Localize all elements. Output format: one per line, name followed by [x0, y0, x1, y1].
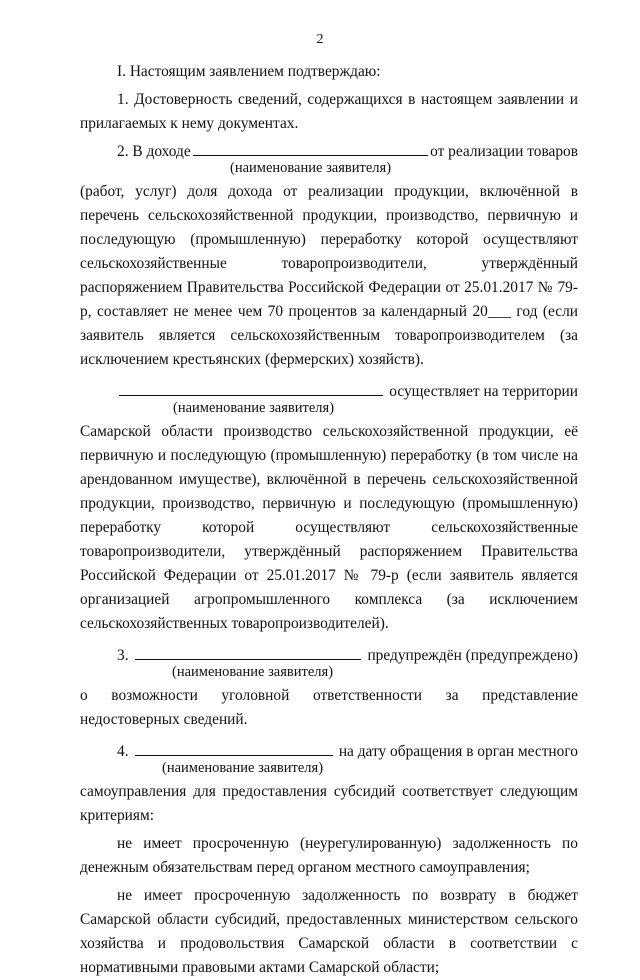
criterion-item: не имеет просроченную задолженность по возврату в бюджет Самарской области субсидий, предоставленных министерством сельского хозяйства и продовольствия Самарской области в соответствии с нормативными правовыми актами Самарской области; — [80, 887, 578, 976]
item-4-text: самоуправления для предоставления субсидий соответствует следующим критериям: — [80, 783, 578, 824]
item-3-prefix: 3. — [117, 647, 129, 664]
applicant-name-blank-1[interactable] — [193, 141, 428, 156]
item-2b-suffix: осуществляет на территории — [389, 383, 578, 400]
page-number: 2 — [316, 32, 324, 47]
applicant-caption-1: (наименование заявителя) — [230, 160, 392, 176]
criterion-item: не имеет просроченную (неурегулированную) задолженность по денежным обязательствам перед органом местного самоуправления; — [80, 835, 578, 876]
applicant-name-blank-2[interactable] — [119, 381, 383, 396]
item-3-text: о возможности уголовной ответственности за представление недостоверных сведений. — [80, 687, 578, 728]
item-2b-text: Самарской области производство сельскохозяйственной продукции, её первичную и последующую (промышленную) переработку (в том числе на арендованном имуществе), включённой в перечень сельскохозяйственной продукции, производство, первичную и последующую (промышленную) переработку которой осуществляют сельскохозяйственные товаропроизводители, утверждённый распоряжением Правительства Российской Федерации от 25.01.2017 № 79-р (если заявитель является организацией агропромышленного комплекса (за исключением сельскохозяйственных товаропроизводителей). — [80, 423, 578, 632]
item-1: 1. Достоверность сведений, содержащихся в настоящем заявлении и прилагаемых к нему документах. — [80, 91, 578, 132]
applicant-caption-2: (наименование заявителя) — [173, 400, 335, 416]
section-title: I. Настоящим заявлением подтверждаю: — [117, 63, 381, 80]
item-2-suffix: от реализации товаров — [430, 143, 578, 160]
applicant-caption-4: (наименование заявителя) — [162, 760, 324, 776]
item-4-prefix: 4. — [117, 743, 129, 760]
item-2-text: (работ, услуг) доля дохода от реализации продукции, включённой в перечень сельскохозяйственной продукции, производство, первичную и последующую (промышленную) переработку которой осуществляют сельскохозяйственные товаропроизводители, утверждённый распоряжением Правительства Российской Федерации от 25.01.2017 № 79-р, составляет не менее чем 70 процентов за календарный 20___ год (если заявитель является сельскохозяйственным товаропроизводителем (за исключением крестьянских (фермерских) хозяйств). — [80, 183, 578, 368]
item-2-prefix: 2. В доходе — [117, 143, 191, 160]
applicant-name-blank-4[interactable] — [135, 741, 333, 756]
document-body — [80, 60, 578, 980]
applicant-name-blank-3[interactable] — [135, 645, 362, 660]
applicant-caption-3: (наименование заявителя) — [172, 664, 334, 680]
item-3-suffix: предупреждён (предупреждено) — [367, 647, 578, 664]
item-4-suffix: на дату обращения в орган местного — [338, 743, 578, 760]
